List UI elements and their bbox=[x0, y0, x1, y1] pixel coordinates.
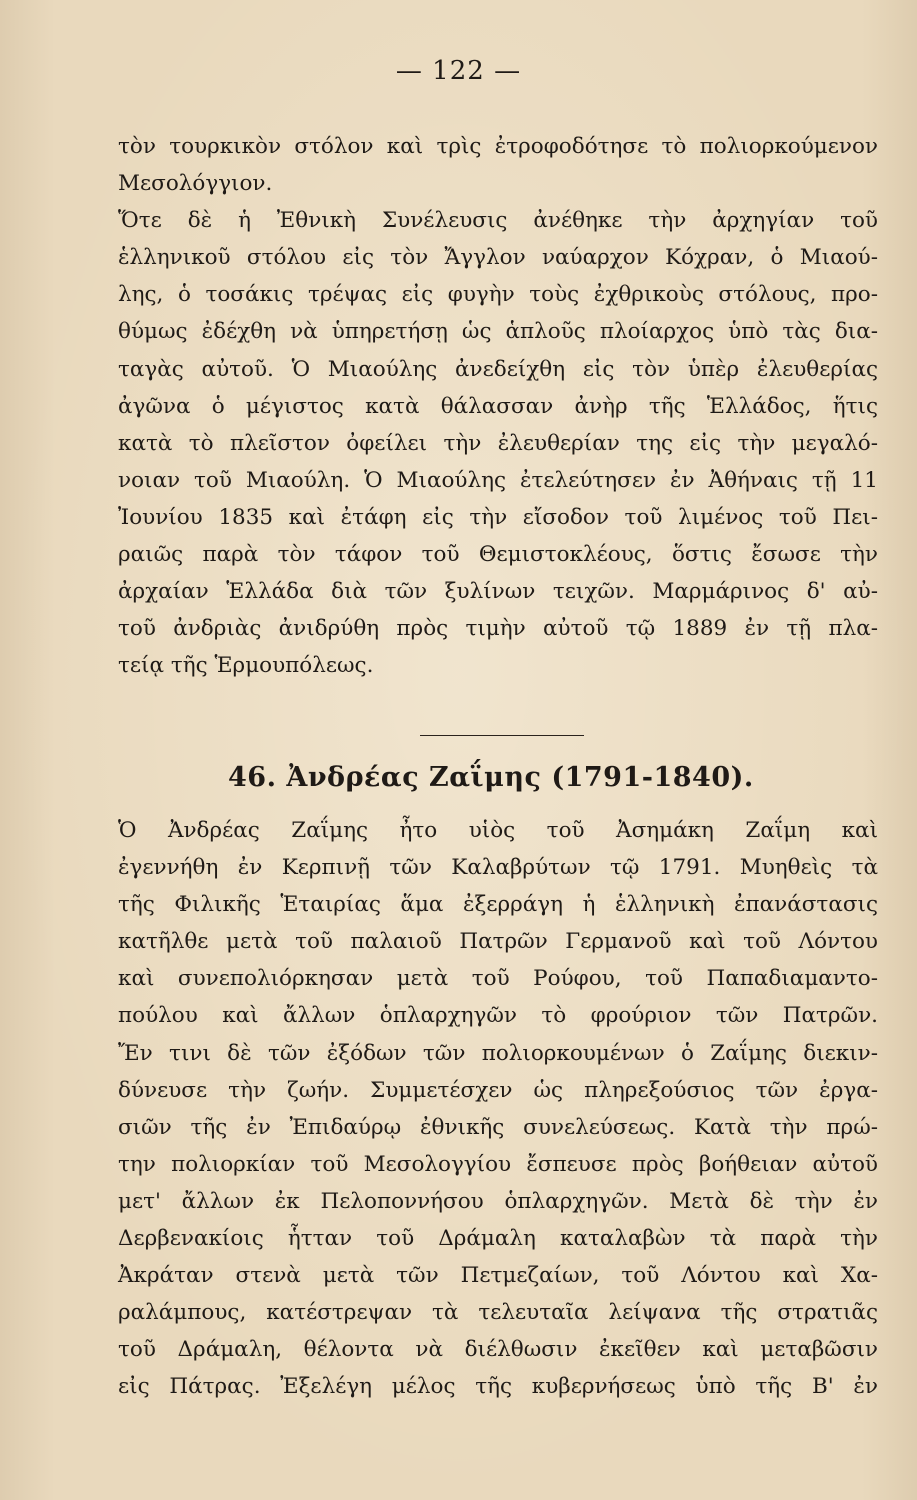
text-line: τοῦ Δράμαλη, θέλοντα νὰ διέλθωσιν ἐκεῖθεν καὶ μεταβῶσιν bbox=[118, 1337, 878, 1363]
paragraph-miaoulis bbox=[118, 128, 878, 684]
text-line: κατὰ τὸ πλεῖστον ὀφείλει τὴν ἐλευθερίαν της εἰς τὴν μεγαλό- bbox=[118, 430, 878, 456]
text-line: πούλου καὶ ἄλλων ὁπλαρχηγῶν τὸ φρούριον τῶν Πατρῶν. bbox=[118, 1003, 878, 1029]
text-line: Ἀκράταν στενὰ μετὰ τῶν Πετμεζαίων, τοῦ Λόντου καὶ Χα- bbox=[118, 1263, 878, 1289]
text-line: μετ' ἄλλων ἐκ Πελοποννήσου ὁπλαρχηγῶν. Μετὰ δὲ τὴν ἐν bbox=[118, 1188, 878, 1214]
text-line: εἰς Πάτρας. Ἐξελέγη μέλος τῆς κυβερνήσεως ὑπὸ τῆς Β' ἐν bbox=[118, 1374, 878, 1400]
text-line: την πολιορκίαν τοῦ Μεσολογγίου ἔσπευσε πρὸς βοήθειαν αὐτοῦ bbox=[118, 1151, 878, 1177]
text-line: Ὅτε δὲ ἡ Ἐθνικὴ Συνέλευσις ἀνέθηκε τὴν ἀρχηγίαν τοῦ bbox=[118, 208, 878, 234]
text-line: σιῶν τῆς ἐν Ἐπιδαύρῳ ἐθνικῆς συνελεύσεως. Κατὰ τὴν πρώ- bbox=[118, 1114, 878, 1140]
text-line: Ἔν τινι δὲ τῶν ἐξόδων τῶν πολιορκουμένων ὁ Ζαΐμης διεκιν- bbox=[118, 1040, 878, 1066]
text-line: ραιῶς παρὰ τὸν τάφον τοῦ Θεμιστοκλέους, ὅστις ἔσωσε τὴν bbox=[118, 542, 878, 568]
text-line: ραλάμπους, κατέστρεψαν τὰ τελευταῖα λείψανα τῆς στρατιᾶς bbox=[118, 1300, 878, 1326]
paragraph-zaimis bbox=[118, 812, 878, 1406]
section-heading: 46. Ἀνδρέας Ζαΐμης (1791-1840). bbox=[228, 762, 754, 793]
text-line: ταγὰς αὐτοῦ. Ὁ Μιαούλης ἀνεδείχθη εἰς τὸν ὑπὲρ ἐλευθερίας bbox=[118, 356, 878, 382]
text-line: νοιαν τοῦ Μιαούλη. Ὁ Μιαούλης ἐτελεύτησεν ἐν Ἀθήναις τῇ 11 bbox=[118, 467, 878, 493]
text-line: κατῆλθε μετὰ τοῦ παλαιοῦ Πατρῶν Γερμανοῦ καὶ τοῦ Λόντου bbox=[118, 929, 878, 955]
text-line: τῆς Φιλικῆς Ἑταιρίας ἅμα ἐξερράγη ἡ ἑλληνικὴ ἐπανάστασις bbox=[118, 892, 878, 918]
page-number: — 122 — bbox=[395, 56, 522, 86]
text-line: ἐγεννήθη ἐν Κερπινῇ τῶν Καλαβρύτων τῷ 1791. Μυηθεὶς τὰ bbox=[118, 855, 878, 881]
text-line: Ὁ Ἀνδρέας Ζαΐμης ἦτο υἱὸς τοῦ Ἀσημάκη Ζαΐμη καὶ bbox=[118, 818, 878, 843]
text-line: τείᾳ τῆς Ἑρμουπόλεως. bbox=[118, 653, 374, 679]
section-divider bbox=[420, 735, 584, 736]
text-line: θύμως ἐδέχθη νὰ ὑπηρετήσῃ ὡς ἁπλοῦς πλοίαρχος ὑπὸ τὰς δια- bbox=[118, 319, 878, 345]
text-line: τοῦ ἀνδριὰς ἀνιδρύθη πρὸς τιμὴν αὐτοῦ τῷ 1889 ἐν τῇ πλα- bbox=[118, 616, 878, 642]
text-line: ἀγῶνα ὁ μέγιστος κατὰ θάλασσαν ἀνὴρ τῆς Ἑλλάδος, ἥτις bbox=[118, 393, 878, 419]
text-line: δύνευσε τὴν ζωήν. Συμμετέσχεν ὡς πληρεξούσιος τῶν ἐργα- bbox=[118, 1077, 878, 1103]
text-line: τὸν τουρκικὸν στόλον καὶ τρὶς ἐτροφοδότησε τὸ πολιορκούμενον bbox=[118, 134, 878, 159]
text-line: Μεσολόγγιον. bbox=[118, 171, 273, 197]
text-line: λης, ὁ τοσάκις τρέψας εἰς φυγὴν τοὺς ἐχθρικοὺς στόλους, προ- bbox=[118, 282, 878, 308]
text-line: καὶ συνεπολιόρκησαν μετὰ τοῦ Ρούφου, τοῦ Παπαδιαμαντο- bbox=[118, 966, 878, 992]
text-line: Ἰουνίου 1835 καὶ ἐτάφη εἰς τὴν εἴσοδον τοῦ λιμένος τοῦ Πει- bbox=[118, 504, 878, 530]
text-line: Δερβενακίοις ἧτταν τοῦ Δράμαλη καταλαβὼν τὰ παρὰ τὴν bbox=[118, 1226, 878, 1252]
text-line: ἀρχαίαν Ἑλλάδα διὰ τῶν ξυλίνων τειχῶν. Μαρμάρινος δ' αὐ- bbox=[118, 579, 878, 605]
text-line: ἑλληνικοῦ στόλου εἰς τὸν Ἄγγλον ναύαρχον Κόχραν, ὁ Μιαού- bbox=[118, 245, 878, 271]
